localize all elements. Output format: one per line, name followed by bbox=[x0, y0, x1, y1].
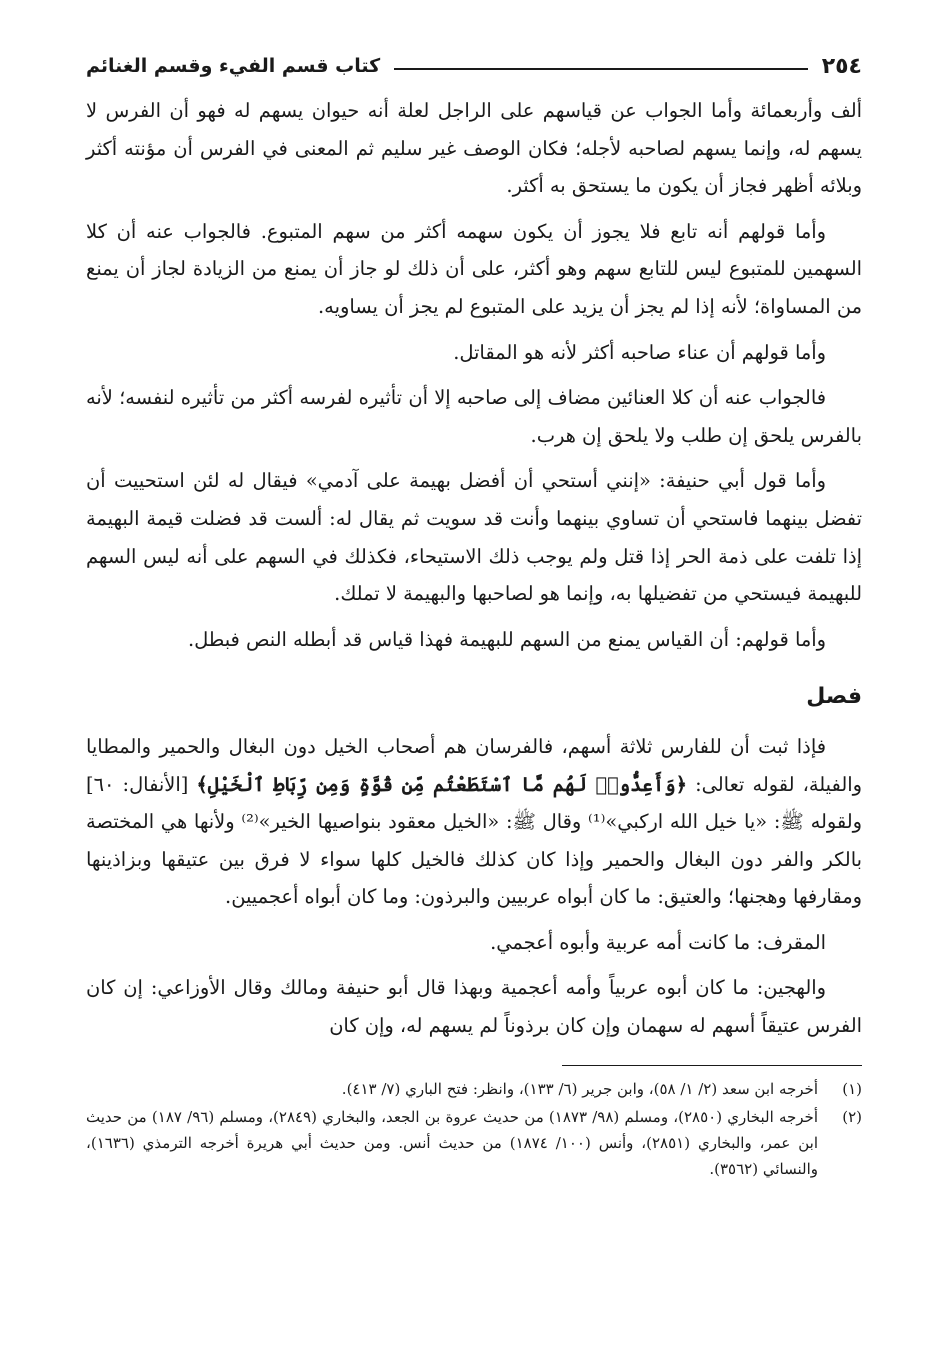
paragraph-text: [الأنفال: ٦٠] ولقوله ﷺ: «يا خيل الله اركبي»⁽¹⁾ وقال ﷺ: «الخيل معقود بنواصيها الخير»⁽²⁾ ولأنها هي المختصة بالكر والفر دون البغال والحمير وإذا كان كذلك فالخيل كلها سواء لا فرق بين عتيقها وبزاذينها ومقارفها وهجنها؛ والعتيق: ما كان أبواه عربيين والبرذون: وما كان أبواه أعجميين. bbox=[86, 772, 862, 909]
paragraph: ألف وأربعمائة وأما الجواب عن قياسهم على الراجل لعلة أنه حيوان يسهم له فهو أن الفرس لا يسهم له، وإنما يسهم لصاحبه لأجله؛ فكان الوصف غير سليم ثم المعنى في الفرس أن مؤنته أكثر وبلائه أظهر فجاز أن يكون ما يستحق به أكثر. bbox=[86, 99, 862, 198]
chapter-title: كتاب قسم الفيء وقسم الغنائم bbox=[86, 55, 381, 77]
footnote-text: أخرجه البخاري (٢٨٥٠)، ومسلم (٩٨/ ١٨٧٣) من حديث عروة بن الجعد، والبخاري (٢٨٤٩)، ومسلم (٩٦/ ١٨٧) من حديث ابن عمر، والبخاري (٢٨٥١)، وأنس (١٠٠/ ١٨٧٤) من حديث أنس. ومن حديث أبي هريرة أخرجه الترمذي (١٦٣٦)، والنسائي (٣٥٦٢). bbox=[86, 1107, 819, 1178]
paragraph: فالجواب عنه أن كلا العنائين مضاف إلى صاحبه إلا أن تأثيره لفرسه أكثر من تأثيره لنفسه؛ لأنه بالفرس يلحق إن طلب ولا يلحق إن هرب. bbox=[86, 386, 862, 447]
quran-verse: ﴿وَأَعِدُّوا۟ لَهُم مَّا ٱسْتَطَعْتُم مِّن قُوَّةٍ وَمِن رِّبَاطِ ٱلْخَيْلِ﴾ bbox=[196, 772, 687, 796]
running-header bbox=[86, 46, 862, 86]
footnotes bbox=[86, 1076, 862, 1182]
paragraph: وأما قولهم أنه تابع فلا يجوز أن يكون سهمه أكثر من سهم المتبوع. فالجواب عنه أن كلا السهمين للمتبوع ليس للتابع سهم وهو أكثر، على أن ذلك لو جاز أن يمنع من الزيادة لجاز أن يمنع من المساواة؛ لأنه إذا لم يجز أن يزيد على المتبوع لم يجز أن يساويه. bbox=[86, 219, 862, 318]
paragraph: المقرف: ما كانت أمه عربية وأبوه أعجمي. bbox=[490, 930, 826, 954]
footnote-rule bbox=[562, 1065, 862, 1066]
paragraph: والهجين: ما كان أبوه عربياً وأمه أعجمية وبهذا قال أبو حنيفة ومالك وقال الأوزاعي: إن كان الفرس عتيقاً أسهم له سهمان وإن كان برذوناً لم يسهم له، وإن كان bbox=[86, 976, 862, 1038]
section-heading: فصل bbox=[806, 684, 862, 710]
book-page bbox=[86, 46, 862, 1346]
footnote-text: أخرجه ابن سعد (٢/ ١/ ٥٨)، وابن جرير (٦/ ١٣٣)، وانظر: فتح الباري (٧/ ٤١٣). bbox=[341, 1079, 818, 1098]
paragraph-text: فإذا ثبت أن للفارس ثلاثة أسهم، فالفرسان هم أصحاب الخيل دون البغال والحمير والمطايا والفيلة، لقوله تعالى: bbox=[86, 734, 862, 796]
header-rule bbox=[394, 68, 808, 70]
main-text bbox=[86, 92, 862, 1045]
paragraph: وأما قولهم: أن القياس يمنع من السهم للبهيمة فهذا قياس قد أبطله النص فبطل. bbox=[187, 627, 826, 651]
paragraph: وأما قولهم أن عناء صاحبه أكثر لأنه هو المقاتل. bbox=[453, 340, 826, 364]
paragraph: وأما قول أبي حنيفة: «إنني أستحي أن أفضل بهيمة على آدمي» فيقال له لئن استحييت أن تفضل بينهما فاستحي أن تساوي بينهما وأنت قد سويت ثم يقال له: ألست قد فضلت قيمة البهيمة إذا تلفت على ذمة الحر إذا قتل ولم يوجب ذلك الاستيحاء، فكذلك في السهم على أنه ليس السهم للبهيمة فيستحي من تفضيلها به، وإنما هو لصاحبها والبهيمة لا تملك. bbox=[86, 469, 862, 606]
page-number: ٢٥٤ bbox=[821, 53, 862, 79]
footnote-number: (٢) bbox=[842, 1107, 862, 1126]
paragraph bbox=[86, 728, 862, 916]
footnote bbox=[86, 1076, 862, 1102]
footnote bbox=[86, 1104, 862, 1182]
footnote-number: (١) bbox=[842, 1079, 862, 1098]
